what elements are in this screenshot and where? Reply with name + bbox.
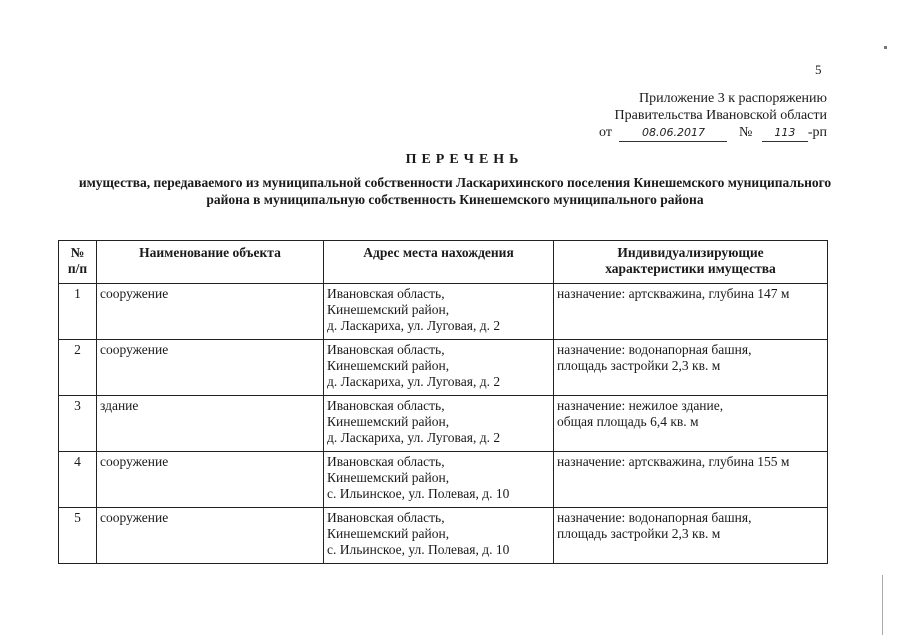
address-line: Ивановская область, [327, 510, 445, 525]
cell-number: 4 [59, 452, 97, 508]
header-number [59, 241, 97, 284]
cell-characteristics [554, 340, 828, 396]
address-line: Ивановская область, [327, 286, 445, 301]
address-line: д. Ласкариха, ул. Луговая, д. 2 [327, 318, 501, 333]
scan-artifact-line [882, 575, 883, 635]
cell-number: 2 [59, 340, 97, 396]
table-row [59, 396, 828, 452]
cell-name: сооружение [97, 340, 324, 396]
table-header-row [59, 241, 828, 284]
cell-characteristics [554, 396, 828, 452]
table-row [59, 284, 828, 340]
table-row [59, 340, 828, 396]
cell-address [324, 396, 554, 452]
address-line: с. Ильинское, ул. Полевая, д. 10 [327, 542, 510, 557]
char-line: площадь застройки 2,3 кв. м [557, 358, 721, 373]
cell-address [324, 340, 554, 396]
char-line: назначение: нежилое здание, [557, 398, 724, 413]
address-line: Кинешемский район, [327, 414, 450, 429]
header-char-line-1: Индивидуализирующие [617, 245, 764, 260]
number-suffix: -рп [807, 125, 827, 140]
header-characteristics [554, 241, 828, 284]
address-line: Ивановская область, [327, 454, 445, 469]
address-line: д. Ласкариха, ул. Луговая, д. 2 [327, 430, 501, 445]
property-table [58, 240, 828, 564]
cell-name: здание [97, 396, 324, 452]
char-line: назначение: водонапорная башня, [557, 342, 752, 357]
cell-characteristics [554, 284, 828, 340]
appendix-header [599, 90, 827, 142]
cell-name: сооружение [97, 284, 324, 340]
cell-characteristics [554, 452, 828, 508]
cell-address [324, 452, 554, 508]
cell-number: 1 [59, 284, 97, 340]
char-line: назначение: артскважина, глубина 155 м [557, 454, 790, 469]
header-name: Наименование объекта [97, 241, 324, 284]
char-line: назначение: артскважина, глубина 147 м [557, 286, 790, 301]
char-line: площадь застройки 2,3 кв. м [557, 526, 721, 541]
cell-number: 3 [59, 396, 97, 452]
header-address: Адрес места нахождения [324, 241, 554, 284]
handwritten-number: 113 [762, 124, 808, 142]
number-label: № [738, 125, 753, 140]
document-title: ПЕРЕЧЕНЬ [405, 152, 524, 167]
address-line: Кинешемский район, [327, 470, 450, 485]
cell-number: 5 [59, 508, 97, 564]
handwritten-date: 08.06.2017 [619, 124, 727, 142]
address-line: Кинешемский район, [327, 358, 450, 373]
cell-characteristics [554, 508, 828, 564]
document-subtitle: имущества, передаваемого из муниципальной собственности Ласкарихинского поселения Кинешемского муниципального района в муниципальную собственность Кинешемского муниципального района [78, 175, 832, 207]
table-row [59, 452, 828, 508]
address-line: Ивановская область, [327, 342, 445, 357]
table-row [59, 508, 828, 564]
cell-address [324, 284, 554, 340]
appendix-date-line [599, 124, 827, 142]
address-line: Кинешемский район, [327, 302, 450, 317]
char-line: общая площадь 6,4 кв. м [557, 414, 699, 429]
address-line: Кинешемский район, [327, 526, 450, 541]
scan-artifact-dot [884, 46, 887, 49]
from-label: от [599, 125, 612, 140]
appendix-line-2: Правительства Ивановской области [614, 108, 827, 123]
header-char-line-2: характеристики имущества [605, 261, 776, 276]
address-line: Ивановская область, [327, 398, 445, 413]
cell-name: сооружение [97, 508, 324, 564]
address-line: с. Ильинское, ул. Полевая, д. 10 [327, 486, 510, 501]
cell-address [324, 508, 554, 564]
appendix-line-1: Приложение 3 к распоряжению [639, 91, 827, 106]
cell-name: сооружение [97, 452, 324, 508]
char-line: назначение: водонапорная башня, [557, 510, 752, 525]
address-line: д. Ласкариха, ул. Луговая, д. 2 [327, 374, 501, 389]
header-number-line-2: п/п [67, 261, 88, 276]
page-number: 5 [815, 62, 822, 77]
header-number-line-1: № [70, 245, 85, 260]
